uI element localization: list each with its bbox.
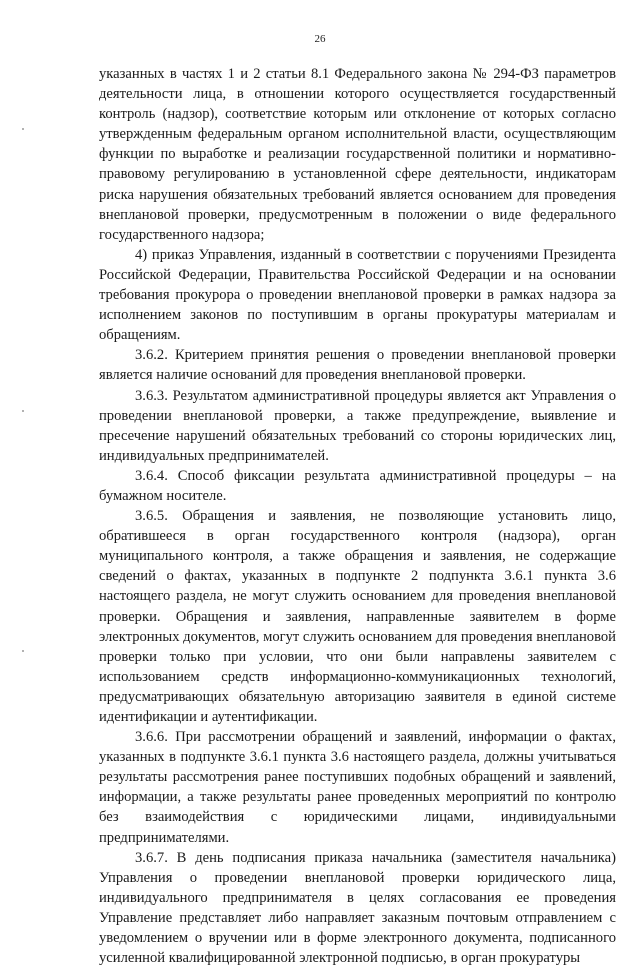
paragraph: 3.6.7. В день подписания приказа начальника (заместителя начальника) Управления о проведении внеплановой проверки юридического лица, индивидуального предпринимателя в целях согласования ее проведения Управление представляет либо направляет заказным почтовым отправлением с уведомлением о вручении или в форме электронного документа, подписанного усиленной квалифицированной электронной подписью, в орган прокуратуры: [99, 849, 616, 967]
paragraph: 3.6.4. Способ фиксации результата административной процедуры – на бумажном носителе.: [99, 467, 616, 504]
scan-margin-mark: [22, 410, 24, 412]
scan-margin-mark: [22, 128, 24, 130]
paragraph: указанных в частях 1 и 2 статьи 8.1 Федерального закона № 294-ФЗ параметров деятельности лица, в отношении которого осуществляется государственный контроль (надзор), соответствие которым или отклонение от которых согласно утвержденным федеральным органом исполнительной власти, осуществляющим функции по выработке и реализации государственной политики и нормативно-правовому регулированию в установленной сфере деятельности, индикаторам риска нарушения обязательных требований является основанием для проведения внеплановой проверки, предусмотренным в положении о виде федерального государственного надзора;: [99, 66, 616, 243]
scan-margin-mark: [22, 650, 24, 652]
paragraph: 3.6.2. Критерием принятия решения о проведении внеплановой проверки является наличие оснований для проведения внеплановой проверки.: [99, 347, 616, 384]
page-number: 26: [314, 33, 326, 45]
paragraph: 3.6.5. Обращения и заявления, не позволяющие установить лицо, обратившееся в орган государственного контроля (надзора), орган муниципального контроля, а также обращения и заявления, не содержащие сведений о фактах, указанных в подпункте 2 подпункта 3.6.1 пункта 3.6 настоящего раздела, не могут служить основанием для проведения внеплановой проверки. Обращения и заявления, направленные заявителем в форме электронных документов, могут служить основанием для проведения внеплановой проверки только при условии, что они были направлены заявителем с использованием средств информационно-коммуникационных технологий, предусматривающих обязательную авторизацию заявителя в единой системе идентификации и аутентификации.: [99, 508, 616, 725]
document-body: [99, 64, 616, 968]
paragraph: 4) приказ Управления, изданный в соответствии с поручениями Президента Российской Федерации, Правительства Российской Федерации и на основании требования прокурора о проведении внеплановой проверки в рамках надзора за исполнением законов по поступившим в органы прокуратуры материалам и обращениям.: [99, 246, 616, 344]
paragraph: 3.6.6. При рассмотрении обращений и заявлений, информации о фактах, указанных в подпункте 3.6.1 пункта 3.6 настоящего раздела, должны учитываться результаты рассмотрения ранее поступивших подобных обращений и заявлений, информации, а также результаты ранее проведенных мероприятий по контролю без взаимодействия с юридическими лицами, индивидуальными предпринимателями.: [99, 729, 616, 846]
paragraph: 3.6.3. Результатом административной процедуры является акт Управления о проведении внеплановой проверки, а также предупреждение, выявление и пресечение нарушений обязательных требований со стороны юридических лиц, индивидуальных предпринимателей.: [99, 387, 616, 464]
